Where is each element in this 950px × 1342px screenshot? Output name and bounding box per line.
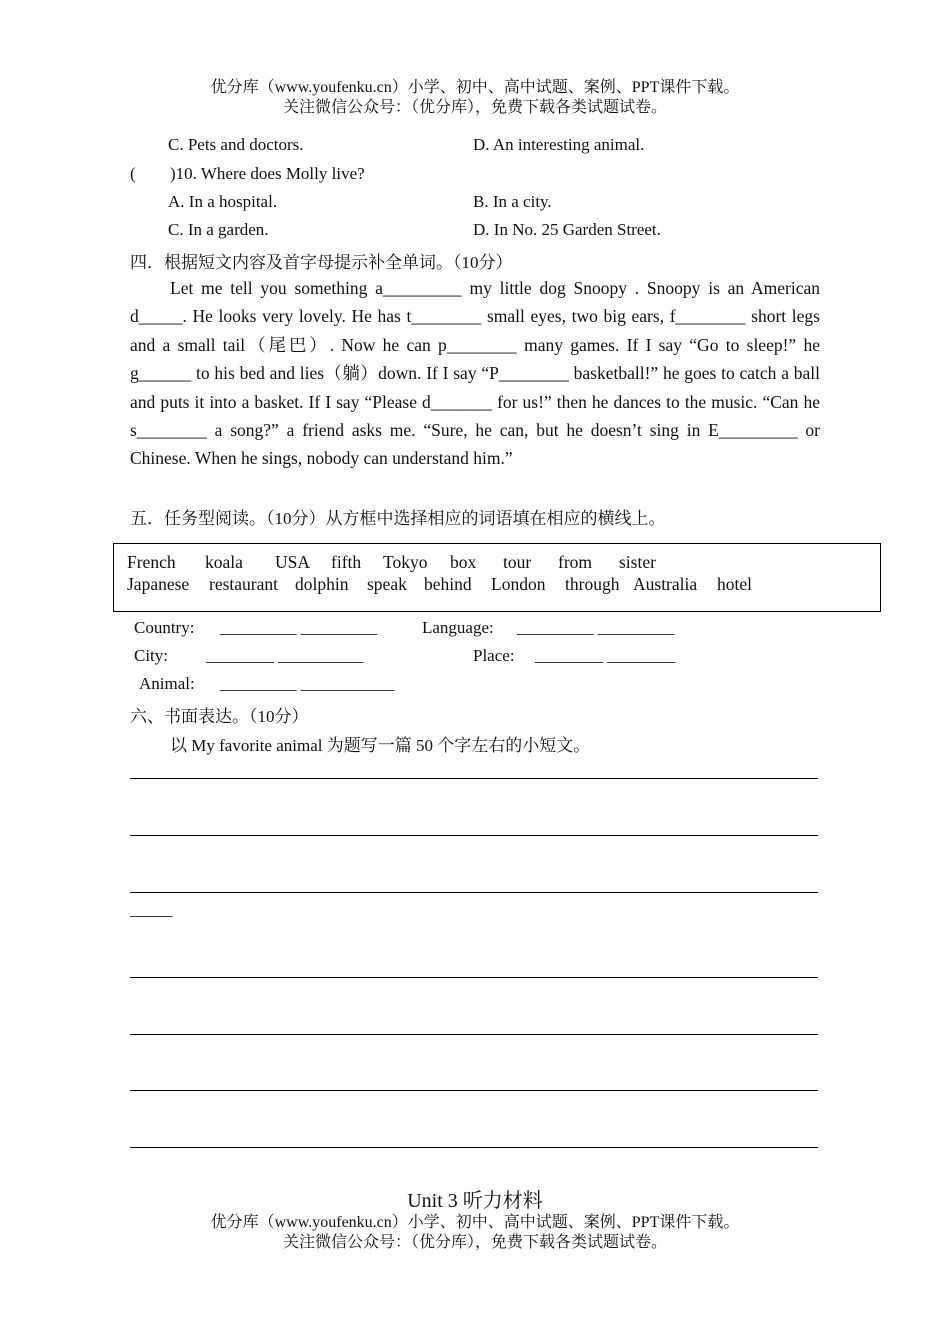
word-box-item: box	[450, 552, 477, 572]
word-box-item: sister	[619, 552, 656, 572]
animal-label: Animal:	[139, 674, 195, 693]
header-line-1: 优分库（www.youfenku.cn）小学、初中、高中试题、案例、PPT课件下载。	[210, 79, 740, 96]
writing-line-short[interactable]: _____	[130, 900, 173, 919]
word-box-item: restaurant	[209, 574, 278, 594]
word-box-item: French	[127, 552, 176, 572]
word-box-item: speak	[367, 574, 407, 594]
word-box-item: Australia	[633, 574, 698, 594]
writing-line[interactable]	[130, 892, 818, 893]
header-line-2: 关注微信公众号：（优分库），免费下载各类试题试卷。	[282, 99, 667, 116]
writing-line[interactable]	[130, 1090, 818, 1091]
word-box-item: London	[491, 574, 546, 594]
word-box-item: through	[565, 574, 620, 594]
language-blanks[interactable]: _________ _________	[517, 618, 675, 637]
word-box-item: hotel	[717, 574, 752, 594]
language-label: Language:	[422, 618, 494, 637]
section-4-passage: Let me tell you something a_________ my little dog Snoopy . Snoopy is an American d_____. He looks very lovely. He has t________ small eyes, two big ears, f________ short legs and a small tail（尾巴）. Now he can p________ many games. If I say “Go to sleep!” he g______ to his bed and lies（躺）down. If I say “P________ basketball!” he goes to catch a ball and puts it into a basket. If I say “Please d_______ for us!” then he dances to the music. “Can he s________ a song?” a friend asks me. “Sure, he can, but he doesn’t sing in E_________ or Chinese. When he sings, nobody can understand him.”	[130, 278, 820, 469]
word-box-item: dolphin	[295, 574, 349, 594]
country-blanks[interactable]: _________ _________	[220, 618, 378, 637]
writing-line[interactable]	[130, 835, 818, 836]
q9-option-c: C. Pets and doctors.	[168, 135, 304, 154]
animal-blanks[interactable]: _________ ___________	[220, 674, 395, 693]
word-box-item: behind	[424, 574, 472, 594]
word-box-item: from	[558, 552, 593, 572]
word-box	[113, 543, 881, 612]
listening-title: Unit 3 听力材料	[407, 1190, 543, 1212]
section-5-heading: 五．任务型阅读。（10分）从方框中选择相应的词语填在相应的横线上。	[130, 509, 666, 528]
q9-option-d: D. An interesting animal.	[473, 135, 645, 154]
q10-option-b: B. In a city.	[473, 192, 552, 211]
word-box-item: fifth	[331, 552, 362, 572]
writing-line[interactable]	[130, 778, 818, 779]
city-blanks[interactable]: ________ __________	[206, 646, 364, 665]
writing-line[interactable]	[130, 1147, 818, 1148]
word-box-item: Tokyo	[383, 552, 428, 572]
section-6-prompt: 以 My favorite animal 为题写一篇 50 个字左右的小短文。	[170, 736, 591, 755]
city-label: City:	[134, 646, 169, 665]
q10-paren: (	[130, 164, 136, 183]
q10-question: )10. Where does Molly live?	[170, 164, 365, 183]
q10-option-d: D. In No. 25 Garden Street.	[473, 220, 661, 239]
footer-line-1: 优分库（www.youfenku.cn）小学、初中、高中试题、案例、PPT课件下载。	[210, 1214, 740, 1231]
word-box-item: USA	[275, 552, 311, 572]
writing-line[interactable]	[130, 1034, 818, 1035]
word-box-item: Japanese	[127, 574, 190, 594]
footer-line-2: 关注微信公众号：（优分库），免费下载各类试题试卷。	[282, 1234, 667, 1251]
place-blanks[interactable]: ________ ________	[535, 646, 676, 665]
writing-line[interactable]	[130, 977, 818, 978]
section-6-heading: 六、书面表达。（10分）	[130, 707, 309, 726]
word-box-item: tour	[503, 552, 532, 572]
place-label: Place:	[473, 646, 515, 665]
country-label: Country:	[134, 618, 195, 637]
q10-option-a: A. In a hospital.	[168, 192, 278, 211]
word-box-item: koala	[205, 552, 243, 572]
section-4-heading: 四．根据短文内容及首字母提示补全单词。（10分）	[130, 253, 513, 272]
q10-option-c: C. In a garden.	[168, 220, 269, 239]
